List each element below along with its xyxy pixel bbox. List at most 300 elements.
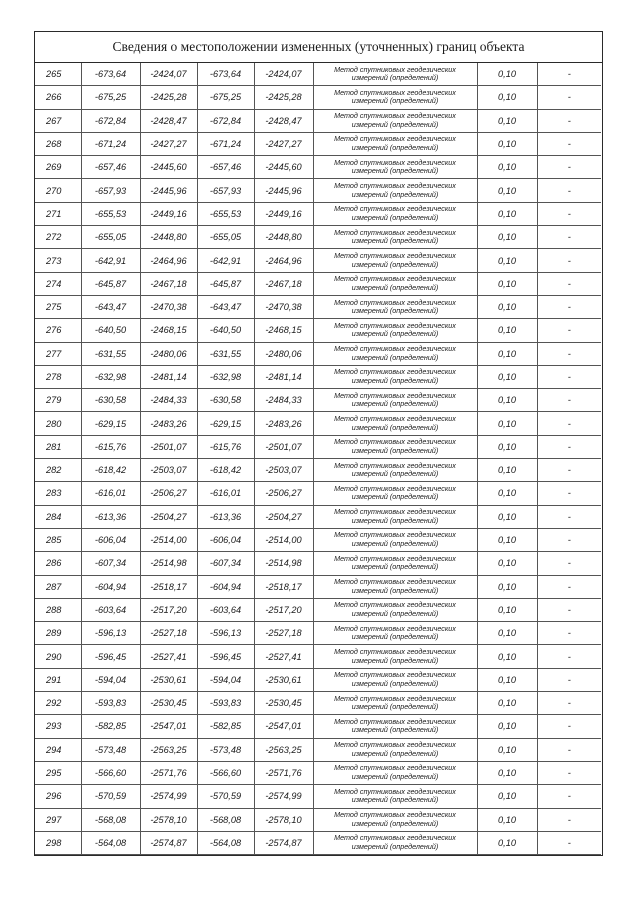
point-number: 277: [35, 342, 81, 365]
refined-x: -657,46: [197, 156, 254, 179]
existing-y: -2427,27: [140, 132, 197, 155]
method-cell: [313, 668, 477, 691]
table-row: [35, 598, 601, 621]
table-row: [35, 761, 601, 784]
refined-x: -645,87: [197, 272, 254, 295]
existing-y: -2470,38: [140, 295, 197, 318]
table-row: [35, 435, 601, 458]
refined-y: -2480,06: [254, 342, 313, 365]
existing-x: -613,36: [81, 505, 140, 528]
refined-x: -616,01: [197, 482, 254, 505]
method-line-1: Метод спутниковых геодезических: [334, 507, 456, 517]
dash-cell: -: [537, 435, 601, 458]
table-title: Сведения о местоположении измененных (уточненных) границ объекта: [35, 32, 602, 63]
existing-x: -570,59: [81, 785, 140, 808]
method-cell: [313, 692, 477, 715]
refined-y: -2514,00: [254, 528, 313, 551]
accuracy-value: 0,10: [477, 202, 537, 225]
refined-y: -2468,15: [254, 319, 313, 342]
accuracy-value: 0,10: [477, 389, 537, 412]
method-line-1: Метод спутниковых геодезических: [334, 786, 456, 796]
accuracy-value: 0,10: [477, 459, 537, 482]
table-row: [35, 342, 601, 365]
dash-cell: -: [537, 272, 601, 295]
accuracy-value: 0,10: [477, 645, 537, 668]
table-row: [35, 249, 601, 272]
method-line-2: измерений (определений): [351, 469, 439, 479]
accuracy-value: 0,10: [477, 86, 537, 109]
existing-x: -568,08: [81, 808, 140, 831]
refined-y: -2481,14: [254, 365, 313, 388]
existing-x: -616,01: [81, 482, 140, 505]
point-number: 267: [35, 109, 81, 132]
existing-y: -2464,96: [140, 249, 197, 272]
point-number: 298: [35, 831, 81, 854]
method-line-2: измерений (определений): [351, 585, 439, 595]
accuracy-value: 0,10: [477, 808, 537, 831]
accuracy-value: 0,10: [477, 831, 537, 854]
refined-y: -2428,47: [254, 109, 313, 132]
refined-x: -675,25: [197, 86, 254, 109]
table-row: [35, 575, 601, 598]
table-row: [35, 482, 601, 505]
point-number: 282: [35, 459, 81, 482]
method-line-1: Метод спутниковых геодезических: [334, 716, 456, 726]
refined-x: -655,53: [197, 202, 254, 225]
refined-y: -2445,60: [254, 156, 313, 179]
point-number: 289: [35, 622, 81, 645]
method-line-2: измерений (определений): [351, 702, 439, 712]
method-line-1: Метод спутниковых геодезических: [334, 763, 456, 773]
existing-x: -672,84: [81, 109, 140, 132]
point-number: 271: [35, 202, 81, 225]
accuracy-value: 0,10: [477, 109, 537, 132]
dash-cell: -: [537, 552, 601, 575]
method-cell: [313, 808, 477, 831]
method-line-2: измерений (определений): [351, 189, 439, 199]
boundary-table-sheet: [34, 31, 603, 856]
existing-y: -2527,18: [140, 622, 197, 645]
method-cell: [313, 645, 477, 668]
method-line-2: измерений (определений): [351, 492, 439, 502]
existing-x: -629,15: [81, 412, 140, 435]
existing-x: -593,83: [81, 692, 140, 715]
dash-cell: -: [537, 575, 601, 598]
table-row: [35, 808, 601, 831]
method-line-2: измерений (определений): [351, 678, 439, 688]
table-row: [35, 552, 601, 575]
method-line-2: измерений (определений): [351, 306, 439, 316]
existing-y: -2445,60: [140, 156, 197, 179]
accuracy-value: 0,10: [477, 249, 537, 272]
refined-y: -2530,45: [254, 692, 313, 715]
refined-x: -596,13: [197, 622, 254, 645]
existing-x: -582,85: [81, 715, 140, 738]
method-line-2: измерений (определений): [351, 282, 439, 292]
dash-cell: -: [537, 226, 601, 249]
accuracy-value: 0,10: [477, 482, 537, 505]
method-cell: [313, 109, 477, 132]
existing-x: -594,04: [81, 668, 140, 691]
refined-y: -2467,18: [254, 272, 313, 295]
accuracy-value: 0,10: [477, 668, 537, 691]
refined-y: -2547,01: [254, 715, 313, 738]
existing-x: -657,46: [81, 156, 140, 179]
method-line-2: измерений (определений): [351, 772, 439, 782]
method-cell: [313, 132, 477, 155]
dash-cell: -: [537, 156, 601, 179]
point-number: 288: [35, 598, 81, 621]
refined-y: -2527,41: [254, 645, 313, 668]
refined-y: -2518,17: [254, 575, 313, 598]
point-number: 292: [35, 692, 81, 715]
dash-cell: -: [537, 528, 601, 551]
accuracy-value: 0,10: [477, 598, 537, 621]
method-line-2: измерений (определений): [351, 96, 439, 106]
refined-y: -2514,98: [254, 552, 313, 575]
refined-x: -607,34: [197, 552, 254, 575]
method-line-1: Метод спутниковых геодезических: [334, 181, 456, 191]
refined-y: -2464,96: [254, 249, 313, 272]
existing-y: -2448,80: [140, 226, 197, 249]
dash-cell: -: [537, 761, 601, 784]
method-line-1: Метод спутниковых геодезических: [334, 810, 456, 820]
dash-cell: -: [537, 622, 601, 645]
refined-x: -606,04: [197, 528, 254, 551]
existing-y: -2445,96: [140, 179, 197, 202]
existing-y: -2506,27: [140, 482, 197, 505]
point-number: 297: [35, 808, 81, 831]
method-cell: [313, 342, 477, 365]
accuracy-value: 0,10: [477, 528, 537, 551]
existing-x: -675,25: [81, 86, 140, 109]
table-row: [35, 645, 601, 668]
method-cell: [313, 435, 477, 458]
refined-x: -570,59: [197, 785, 254, 808]
table-row: [35, 319, 601, 342]
table-row: [35, 226, 601, 249]
refined-y: -2574,87: [254, 831, 313, 854]
dash-cell: -: [537, 249, 601, 272]
existing-y: -2501,07: [140, 435, 197, 458]
method-line-1: Метод спутниковых геодезических: [334, 460, 456, 470]
method-cell: [313, 528, 477, 551]
refined-y: -2483,26: [254, 412, 313, 435]
method-line-1: Метод спутниковых геодезических: [334, 600, 456, 610]
point-number: 274: [35, 272, 81, 295]
existing-y: -2518,17: [140, 575, 197, 598]
existing-y: -2480,06: [140, 342, 197, 365]
existing-y: -2467,18: [140, 272, 197, 295]
refined-x: -672,84: [197, 109, 254, 132]
table-row: [35, 528, 601, 551]
existing-y: -2527,41: [140, 645, 197, 668]
table-row: [35, 132, 601, 155]
method-line-2: измерений (определений): [351, 445, 439, 455]
method-line-2: измерений (определений): [351, 655, 439, 665]
accuracy-value: 0,10: [477, 575, 537, 598]
method-line-1: Метод спутниковых геодезических: [334, 367, 456, 377]
dash-cell: -: [537, 63, 601, 86]
table-row: [35, 365, 601, 388]
point-number: 268: [35, 132, 81, 155]
method-line-2: измерений (определений): [351, 329, 439, 339]
existing-y: -2574,99: [140, 785, 197, 808]
existing-x: -607,34: [81, 552, 140, 575]
existing-y: -2449,16: [140, 202, 197, 225]
existing-y: -2468,15: [140, 319, 197, 342]
method-cell: [313, 249, 477, 272]
dash-cell: -: [537, 645, 601, 668]
method-cell: [313, 505, 477, 528]
table-row: [35, 272, 601, 295]
table-row: [35, 63, 601, 86]
method-line-1: Метод спутниковых геодезических: [334, 740, 456, 750]
table-row: [35, 831, 601, 854]
refined-y: -2574,99: [254, 785, 313, 808]
dash-cell: -: [537, 132, 601, 155]
existing-x: -632,98: [81, 365, 140, 388]
table-row: [35, 179, 601, 202]
table-row: [35, 109, 601, 132]
method-cell: [313, 412, 477, 435]
refined-y: -2470,38: [254, 295, 313, 318]
accuracy-value: 0,10: [477, 412, 537, 435]
accuracy-value: 0,10: [477, 738, 537, 761]
existing-y: -2424,07: [140, 63, 197, 86]
point-number: 269: [35, 156, 81, 179]
refined-x: -630,58: [197, 389, 254, 412]
refined-y: -2527,18: [254, 622, 313, 645]
refined-y: -2578,10: [254, 808, 313, 831]
method-line-2: измерений (определений): [351, 539, 439, 549]
existing-y: -2483,26: [140, 412, 197, 435]
method-line-1: Метод спутниковых геодезических: [334, 227, 456, 237]
accuracy-value: 0,10: [477, 226, 537, 249]
table-row: [35, 622, 601, 645]
method-cell: [313, 226, 477, 249]
refined-x: -566,60: [197, 761, 254, 784]
point-number: 279: [35, 389, 81, 412]
method-cell: [313, 365, 477, 388]
refined-y: -2504,27: [254, 505, 313, 528]
existing-x: -596,45: [81, 645, 140, 668]
existing-x: -603,64: [81, 598, 140, 621]
refined-x: -593,83: [197, 692, 254, 715]
refined-x: -594,04: [197, 668, 254, 691]
existing-y: -2578,10: [140, 808, 197, 831]
method-line-2: измерений (определений): [351, 608, 439, 618]
accuracy-value: 0,10: [477, 365, 537, 388]
refined-y: -2517,20: [254, 598, 313, 621]
dash-cell: -: [537, 342, 601, 365]
boundary-points-table: [35, 63, 601, 855]
table-row: [35, 692, 601, 715]
method-line-2: измерений (определений): [351, 725, 439, 735]
refined-x: -596,45: [197, 645, 254, 668]
method-line-1: Метод спутниковых геодезических: [334, 297, 456, 307]
dash-cell: -: [537, 785, 601, 808]
accuracy-value: 0,10: [477, 505, 537, 528]
existing-x: -640,50: [81, 319, 140, 342]
method-line-1: Метод спутниковых геодезических: [334, 320, 456, 330]
method-line-1: Метод спутниковых геодезических: [334, 111, 456, 121]
table-row: [35, 738, 601, 761]
table-row: [35, 715, 601, 738]
existing-y: -2504,27: [140, 505, 197, 528]
existing-x: -642,91: [81, 249, 140, 272]
dash-cell: -: [537, 202, 601, 225]
dash-cell: -: [537, 598, 601, 621]
refined-y: -2501,07: [254, 435, 313, 458]
method-line-1: Метод спутниковых геодезических: [334, 204, 456, 214]
existing-x: -645,87: [81, 272, 140, 295]
point-number: 290: [35, 645, 81, 668]
refined-x: -603,64: [197, 598, 254, 621]
accuracy-value: 0,10: [477, 552, 537, 575]
existing-y: -2571,76: [140, 761, 197, 784]
refined-x: -615,76: [197, 435, 254, 458]
method-cell: [313, 785, 477, 808]
dash-cell: -: [537, 505, 601, 528]
existing-y: -2514,98: [140, 552, 197, 575]
existing-x: -655,05: [81, 226, 140, 249]
method-line-1: Метод спутниковых геодезических: [334, 157, 456, 167]
method-line-1: Метод спутниковых геодезических: [334, 437, 456, 447]
existing-x: -630,58: [81, 389, 140, 412]
point-number: 265: [35, 63, 81, 86]
accuracy-value: 0,10: [477, 272, 537, 295]
accuracy-value: 0,10: [477, 761, 537, 784]
existing-x: -671,24: [81, 132, 140, 155]
refined-y: -2563,25: [254, 738, 313, 761]
existing-x: -566,60: [81, 761, 140, 784]
method-cell: [313, 295, 477, 318]
existing-x: -596,13: [81, 622, 140, 645]
point-number: 276: [35, 319, 81, 342]
point-number: 295: [35, 761, 81, 784]
method-line-1: Метод спутниковых геодезических: [334, 390, 456, 400]
point-number: 294: [35, 738, 81, 761]
table-row: [35, 459, 601, 482]
refined-x: -613,36: [197, 505, 254, 528]
dash-cell: -: [537, 831, 601, 854]
method-cell: [313, 202, 477, 225]
method-line-2: измерений (определений): [351, 143, 439, 153]
method-cell: [313, 598, 477, 621]
existing-y: -2481,14: [140, 365, 197, 388]
method-line-1: Метод спутниковых геодезических: [334, 646, 456, 656]
refined-y: -2484,33: [254, 389, 313, 412]
point-number: 270: [35, 179, 81, 202]
method-line-2: измерений (определений): [351, 236, 439, 246]
table-row: [35, 156, 601, 179]
refined-x: -629,15: [197, 412, 254, 435]
refined-x: -573,48: [197, 738, 254, 761]
existing-y: -2574,87: [140, 831, 197, 854]
point-number: 293: [35, 715, 81, 738]
refined-x: -618,42: [197, 459, 254, 482]
dash-cell: -: [537, 692, 601, 715]
existing-y: -2484,33: [140, 389, 197, 412]
dash-cell: -: [537, 109, 601, 132]
accuracy-value: 0,10: [477, 295, 537, 318]
method-line-1: Метод спутниковых геодезических: [334, 64, 456, 74]
accuracy-value: 0,10: [477, 692, 537, 715]
refined-x: -642,91: [197, 249, 254, 272]
dash-cell: -: [537, 295, 601, 318]
refined-y: -2530,61: [254, 668, 313, 691]
point-number: 278: [35, 365, 81, 388]
existing-x: -631,55: [81, 342, 140, 365]
refined-x: -568,08: [197, 808, 254, 831]
dash-cell: -: [537, 319, 601, 342]
existing-y: -2514,00: [140, 528, 197, 551]
method-cell: [313, 63, 477, 86]
accuracy-value: 0,10: [477, 63, 537, 86]
refined-y: -2427,27: [254, 132, 313, 155]
method-cell: [313, 831, 477, 854]
refined-x: -671,24: [197, 132, 254, 155]
method-cell: [313, 86, 477, 109]
method-line-1: Метод спутниковых геодезических: [334, 553, 456, 563]
refined-x: -582,85: [197, 715, 254, 738]
existing-x: -564,08: [81, 831, 140, 854]
refined-y: -2424,07: [254, 63, 313, 86]
method-line-2: измерений (определений): [351, 399, 439, 409]
refined-x: -673,64: [197, 63, 254, 86]
point-number: 287: [35, 575, 81, 598]
method-line-2: измерений (определений): [351, 841, 439, 851]
method-line-1: Метод спутниковых геодезических: [334, 577, 456, 587]
table-row: [35, 505, 601, 528]
method-cell: [313, 715, 477, 738]
refined-y: -2571,76: [254, 761, 313, 784]
method-line-1: Метод спутниковых геодезических: [334, 623, 456, 633]
method-line-1: Метод спутниковых геодезических: [334, 274, 456, 284]
method-line-1: Метод спутниковых геодезических: [334, 414, 456, 423]
dash-cell: -: [537, 715, 601, 738]
point-number: 284: [35, 505, 81, 528]
refined-y: -2445,96: [254, 179, 313, 202]
dash-cell: -: [537, 86, 601, 109]
refined-x: -604,94: [197, 575, 254, 598]
table-row: [35, 295, 601, 318]
dash-cell: -: [537, 668, 601, 691]
method-line-2: измерений (определений): [351, 119, 439, 129]
existing-y: -2547,01: [140, 715, 197, 738]
dash-cell: -: [537, 179, 601, 202]
point-number: 272: [35, 226, 81, 249]
method-cell: [313, 738, 477, 761]
existing-x: -643,47: [81, 295, 140, 318]
refined-x: -657,93: [197, 179, 254, 202]
table-row: [35, 202, 601, 225]
existing-x: -655,53: [81, 202, 140, 225]
method-cell: [313, 389, 477, 412]
method-line-2: измерений (определений): [351, 748, 439, 758]
refined-x: -631,55: [197, 342, 254, 365]
method-cell: [313, 482, 477, 505]
accuracy-value: 0,10: [477, 715, 537, 738]
dash-cell: -: [537, 482, 601, 505]
refined-x: -640,50: [197, 319, 254, 342]
refined-x: -643,47: [197, 295, 254, 318]
refined-y: -2425,28: [254, 86, 313, 109]
existing-y: -2503,07: [140, 459, 197, 482]
refined-y: -2506,27: [254, 482, 313, 505]
accuracy-value: 0,10: [477, 435, 537, 458]
